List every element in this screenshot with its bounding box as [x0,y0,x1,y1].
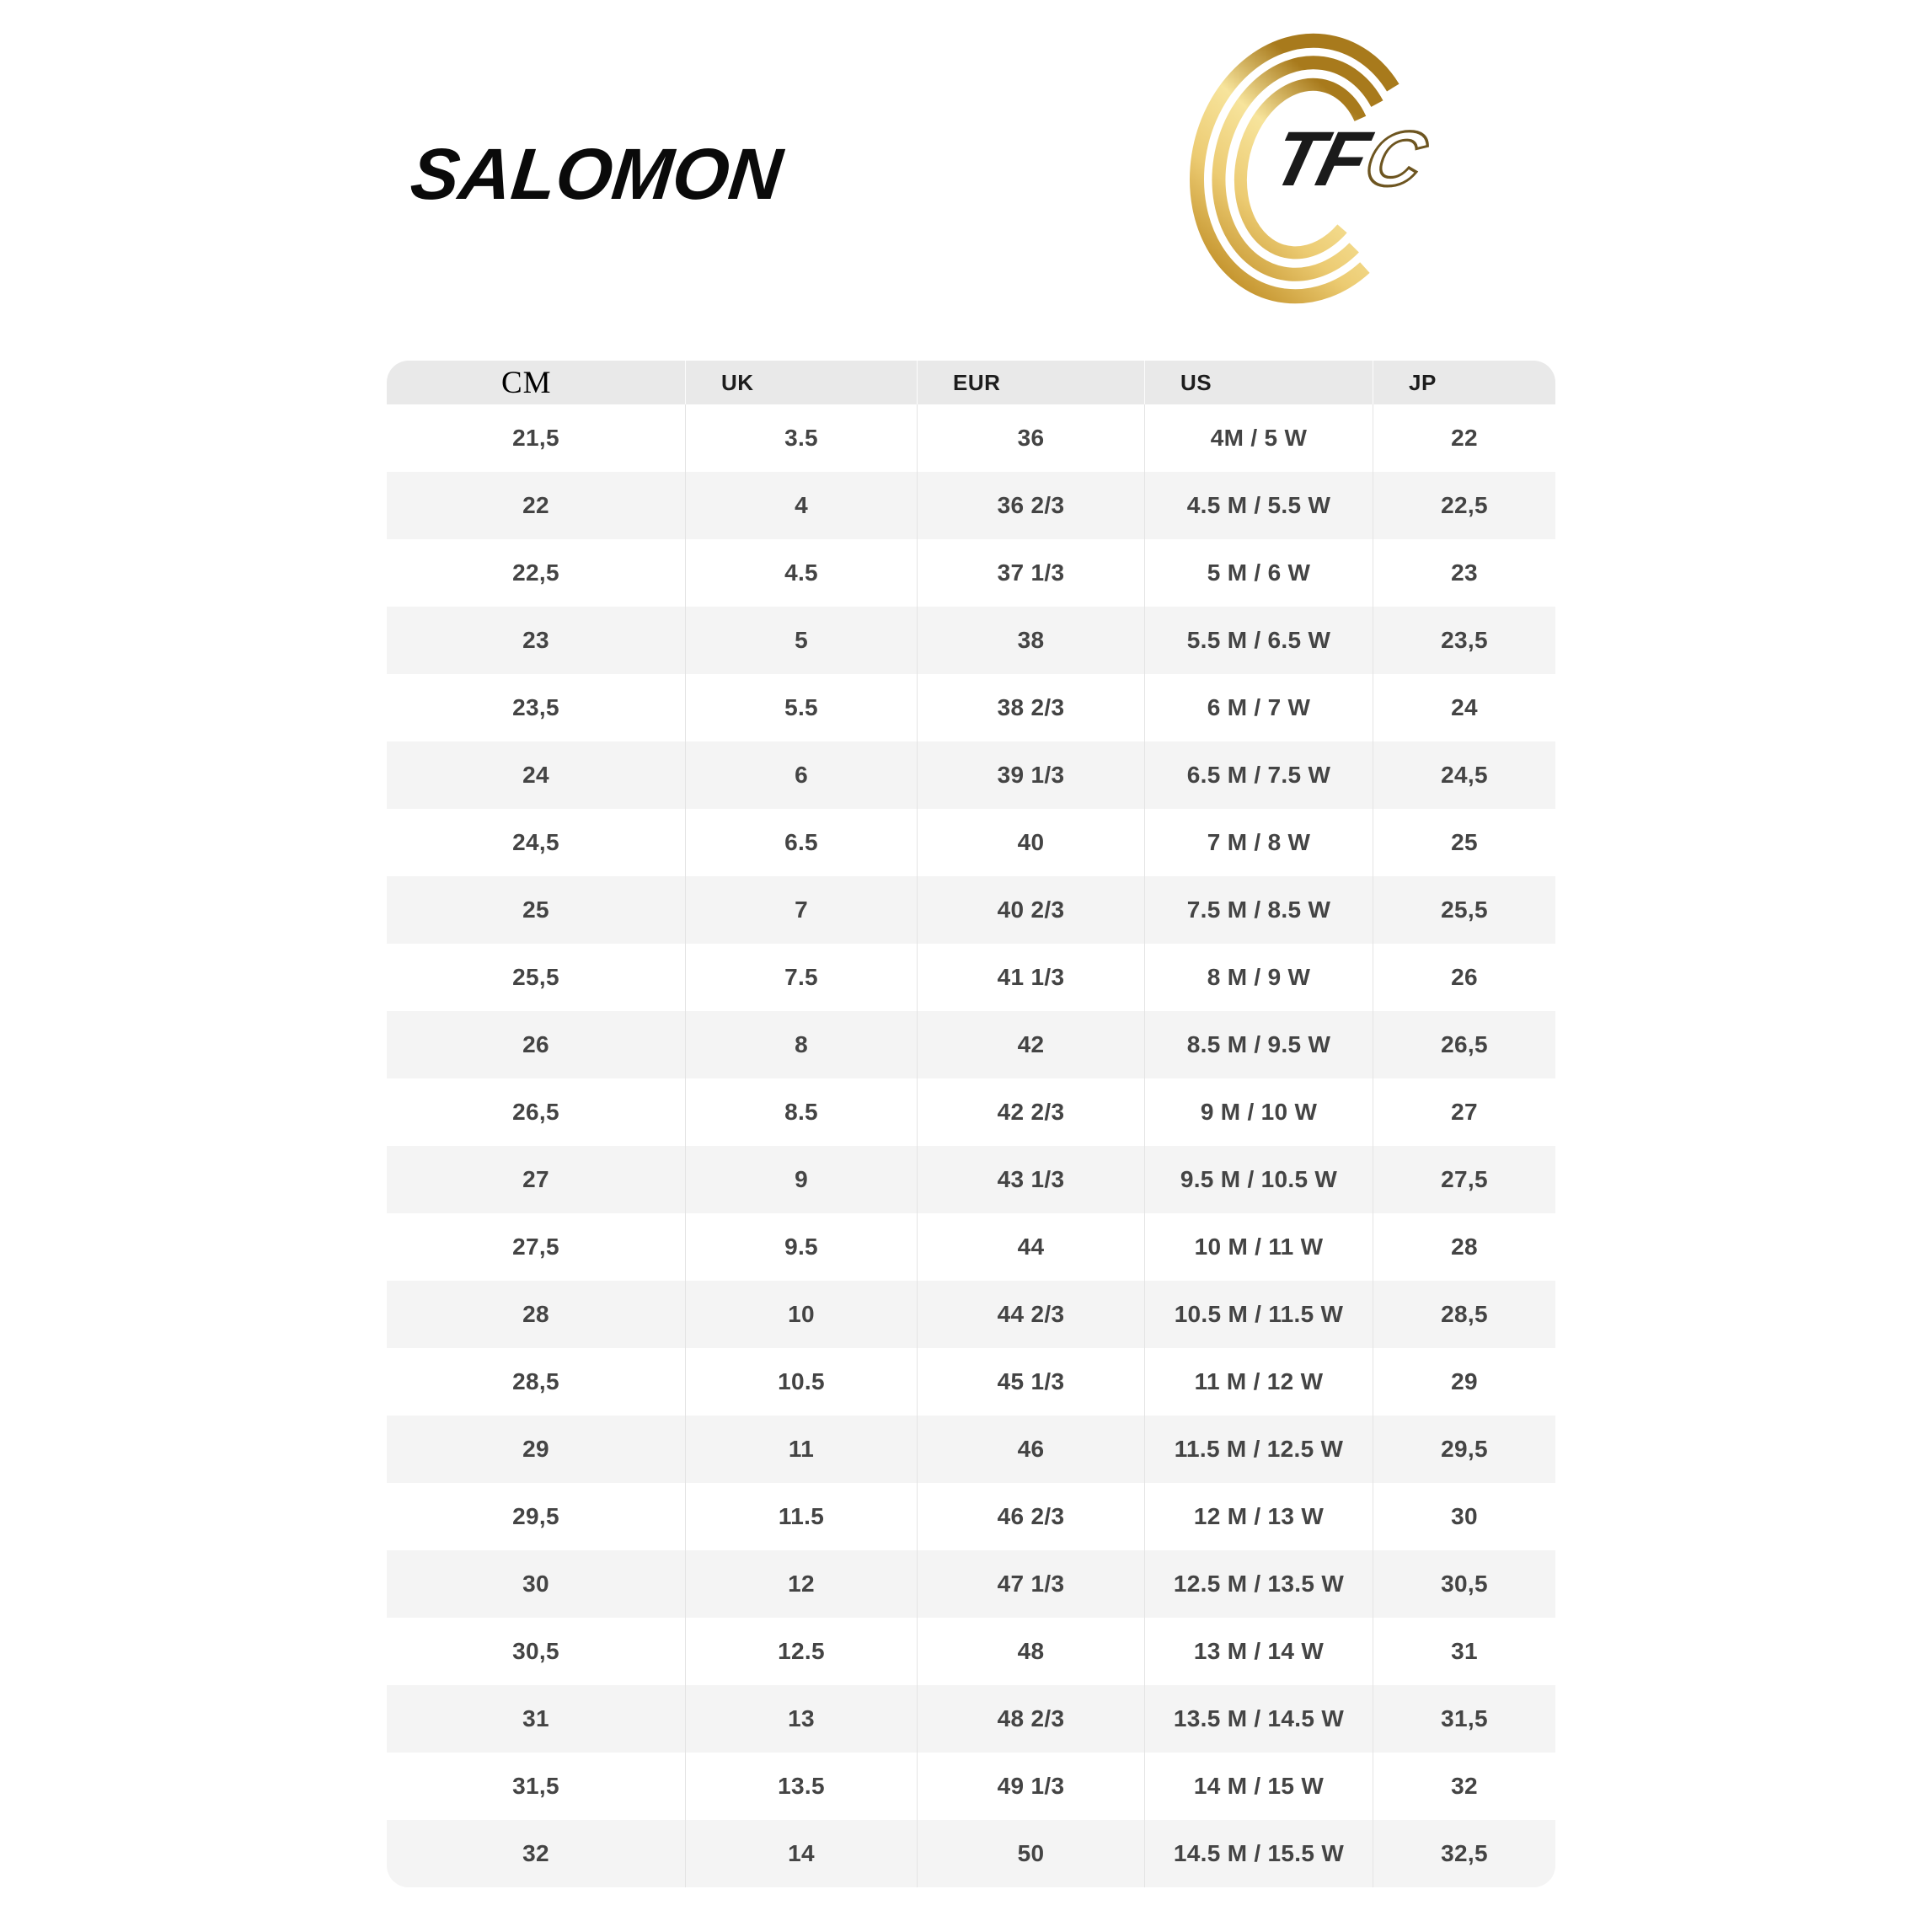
table-cell: 32 [1373,1753,1555,1820]
table-cell: 27 [1373,1078,1555,1146]
table-cell: 11.5 [685,1483,917,1550]
table-cell: 22,5 [512,559,559,586]
table-cell: 10.5 [685,1348,917,1416]
salomon-logo: SALOMON [407,134,786,215]
table-cell: 32,5 [1373,1820,1555,1887]
table-cell: 24,5 [512,829,559,855]
tfc-text-c: C [1357,115,1435,202]
table-cell: 11.5 M / 12.5 W [1144,1416,1373,1483]
table-cell: 7.5 [685,944,917,1011]
table-cell: 24 [1373,674,1555,741]
table-cell: 47 1/3 [917,1550,1144,1618]
table-cell: 32 [522,1840,549,1866]
table-cell: 3.5 [685,404,917,472]
table-cell: 4.5 M / 5.5 W [1144,472,1373,539]
table-cell: 38 [917,607,1144,674]
table-row [387,1146,1555,1213]
table-row [387,539,1555,607]
table-cell: 5 [685,607,917,674]
table-cell: 41 1/3 [917,944,1144,1011]
table-cell: 10 M / 11 W [1144,1213,1373,1281]
table-cell: 31,5 [1373,1685,1555,1753]
table-cell: 9 M / 10 W [1144,1078,1373,1146]
table-cell: 29,5 [512,1503,559,1529]
tfc-text-tf: TF [1264,115,1376,202]
table-cell: 22,5 [1373,472,1555,539]
table-cell: 23 [522,627,549,653]
table-cell: 27 [522,1166,549,1192]
table-cell: 46 2/3 [917,1483,1144,1550]
table-row [387,1820,1555,1887]
table-cell: 28,5 [512,1368,559,1394]
table-cell: 11 [685,1416,917,1483]
table-cell: 27,5 [1373,1146,1555,1213]
table-row [387,1550,1555,1618]
table-cell: 8 M / 9 W [1144,944,1373,1011]
table-row [387,1685,1555,1753]
table-cell: 22 [522,492,549,518]
table-row [387,404,1555,472]
table-cell: 23,5 [512,694,559,720]
table-cell: 12 M / 13 W [1144,1483,1373,1550]
table-cell: 6.5 [685,809,917,876]
table-cell: 40 [917,809,1144,876]
table-row [387,944,1555,1011]
table-cell: 31,5 [512,1773,559,1799]
table-cell: 8.5 [685,1078,917,1146]
table-cell: 12 [685,1550,917,1618]
table-cell: 4 [685,472,917,539]
table-cell: 27,5 [512,1234,559,1260]
table-cell: 30,5 [1373,1550,1555,1618]
table-cell: 50 [917,1820,1144,1887]
table-row [387,1753,1555,1820]
table-cell: 30 [522,1571,549,1597]
table-cell: 24,5 [1373,741,1555,809]
table-cell: 45 1/3 [917,1348,1144,1416]
table-cell: 7 M / 8 W [1144,809,1373,876]
size-chart-body [387,404,1555,1887]
table-cell: 48 2/3 [917,1685,1144,1753]
table-cell: 28,5 [1373,1281,1555,1348]
table-row [387,741,1555,809]
table-cell: 7.5 M / 8.5 W [1144,876,1373,944]
column-header-eur: EUR [917,361,1144,404]
table-row [387,809,1555,876]
table-row [387,1078,1555,1146]
table-cell: 39 1/3 [917,741,1144,809]
table-cell: 31 [522,1705,549,1731]
table-row [387,1618,1555,1685]
table-cell: 13 [685,1685,917,1753]
table-cell: 25 [1373,809,1555,876]
size-chart-header-row [387,361,1555,404]
table-cell: 14 [685,1820,917,1887]
table-cell: 9.5 M / 10.5 W [1144,1146,1373,1213]
table-cell: 37 1/3 [917,539,1144,607]
table-cell: 11 M / 12 W [1144,1348,1373,1416]
table-cell: 13.5 [685,1753,917,1820]
table-cell: 12.5 [685,1618,917,1685]
table-cell: 4.5 [685,539,917,607]
table-cell: 23 [1373,539,1555,607]
table-cell: 25,5 [512,964,559,990]
table-cell: 31 [1373,1618,1555,1685]
table-cell: 23,5 [1373,607,1555,674]
table-cell: 26,5 [512,1099,559,1125]
table-cell: 44 [917,1213,1144,1281]
table-cell: 46 [917,1416,1144,1483]
table-cell: 25 [522,896,549,923]
table-cell: 42 [917,1011,1144,1078]
table-cell: 26 [522,1031,549,1057]
table-cell: 24 [522,762,549,788]
table-row [387,607,1555,674]
table-cell: 29 [1373,1348,1555,1416]
table-cell: 6.5 M / 7.5 W [1144,741,1373,809]
table-row [387,1416,1555,1483]
table-row [387,674,1555,741]
table-cell: 38 2/3 [917,674,1144,741]
tfc-track-icon [1180,24,1441,314]
table-row [387,1348,1555,1416]
table-cell: 7 [685,876,917,944]
table-cell: 30,5 [512,1638,559,1664]
table-cell: 21,5 [512,425,559,451]
column-header-uk: UK [685,361,917,404]
table-cell: 49 1/3 [917,1753,1144,1820]
table-cell: 29,5 [1373,1416,1555,1483]
table-cell: 14.5 M / 15.5 W [1144,1820,1373,1887]
table-cell: 6 M / 7 W [1144,674,1373,741]
table-cell: 28 [522,1301,549,1327]
table-cell: 25,5 [1373,876,1555,944]
table-row [387,876,1555,944]
table-row [387,1281,1555,1348]
table-cell: 9.5 [685,1213,917,1281]
table-cell: 42 2/3 [917,1078,1144,1146]
table-cell: 5 M / 6 W [1144,539,1373,607]
table-cell: 13 M / 14 W [1144,1618,1373,1685]
table-row [387,472,1555,539]
table-cell: 4M / 5 W [1144,404,1373,472]
column-header-us: US [1144,361,1373,404]
table-cell: 26 [1373,944,1555,1011]
table-cell: 36 [917,404,1144,472]
table-cell: 26,5 [1373,1011,1555,1078]
table-cell: 36 2/3 [917,472,1144,539]
table-cell: 8 [685,1011,917,1078]
table-cell: 44 2/3 [917,1281,1144,1348]
table-cell: 10.5 M / 11.5 W [1144,1281,1373,1348]
table-cell: 5.5 [685,674,917,741]
column-header-cm: CM [501,365,552,400]
table-row [387,1213,1555,1281]
table-cell: 22 [1373,404,1555,472]
table-cell: 48 [917,1618,1144,1685]
table-cell: 6 [685,741,917,809]
table-cell: 40 2/3 [917,876,1144,944]
table-cell: 5.5 M / 6.5 W [1144,607,1373,674]
table-cell: 9 [685,1146,917,1213]
table-cell: 29 [522,1436,549,1462]
table-row [387,1011,1555,1078]
table-row [387,1483,1555,1550]
column-header-jp: JP [1373,361,1555,404]
table-cell: 43 1/3 [917,1146,1144,1213]
table-cell: 13.5 M / 14.5 W [1144,1685,1373,1753]
table-cell: 10 [685,1281,917,1348]
tfc-logo [1180,24,1441,314]
table-cell: 8.5 M / 9.5 W [1144,1011,1373,1078]
table-cell: 14 M / 15 W [1144,1753,1373,1820]
table-cell: 28 [1373,1213,1555,1281]
table-cell: 12.5 M / 13.5 W [1144,1550,1373,1618]
size-chart-table [387,361,1555,1887]
table-cell: 30 [1373,1483,1555,1550]
